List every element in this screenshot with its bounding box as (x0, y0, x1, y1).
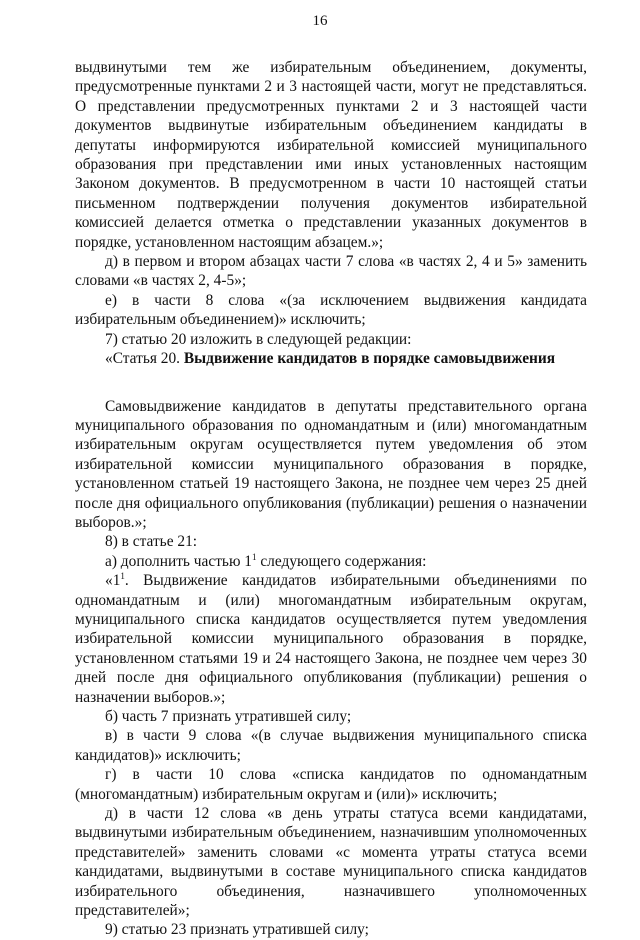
paragraph-item-e: е) в части 8 слова «(за исключением выдвижения кандидата избирательным объединением)» исключить; (75, 291, 587, 329)
part-1-1-superscript: 1 (120, 571, 125, 582)
paragraph-continuation: выдвинутыми тем же избирательным объединением, документы, предусмотренные пунктами 2 и 3 настоящей части, могут не представляться. О представлении предусмотренных пунктами 2 и 3 настоящей части документов выдвинутые избирательным объединением кандидаты в депутаты информируются избирательной комиссией муниципального образования при представлении ими иных установленных настоящим Законом документов. В предусмотренном в части 10 настоящей статьи письменном подтверждении получения документов избирательной комиссией делается отметка о представлении указанных документов в порядке, установленном настоящим абзацем.»; (75, 59, 587, 251)
part-1-1-text: . Выдвижение кандидатов избирательными объединениями по одномандатным и (или) многомандатным избирательным округам, муниципального списка кандидатов осуществляется путем уведомления избирательной комиссии муниципального образования в порядке, установленном статьями 19 и 24 настоящего Закона, не позднее чем через 30 дней после дня официального опубликования (публикации) решения о назначении выборов.»; (75, 572, 587, 706)
paragraph-item-7: 7) статью 20 изложить в следующей редакции: (105, 330, 412, 348)
paragraph-item-a (75, 552, 587, 571)
paragraph-item-v: в) в части 9 слова «(в случае выдвижения муниципального списка кандидатов)» исключить; (75, 727, 587, 764)
spacer (75, 369, 587, 397)
item-a-text: а) дополнить частью 1 (105, 552, 252, 570)
article-20-prefix: «Статья 20. (105, 350, 184, 368)
article-20-title: Выдвижение кандидатов в порядке самовыдвижения (183, 350, 556, 368)
item-a-text-after: следующего содержания: (256, 552, 427, 570)
paragraph-item-d: д) в первом и втором абзацах части 7 слова «в частях 2, 4 и 5» заменить словами «в частях 2, 4-5»; (75, 253, 587, 290)
page-number: 16 (312, 13, 328, 29)
paragraph-item-9: 9) статью 23 признать утратившей силу; (105, 921, 369, 939)
document-body (75, 58, 587, 940)
part-1-1-number: «1 (105, 572, 121, 590)
paragraph-part-1-1 (75, 571, 587, 707)
paragraph-item-d2: д) в части 12 слова «в день утраты статуса всеми кандидатами, выдвинутыми избирательным объединением, назначившим уполномоченных представителей» заменить словами «с момента утраты статуса всеми кандидатами, выдвинутыми в составе муниципального списка кандидатов избирательного объединения, назначившего уполномоченных представителей»; (75, 805, 587, 920)
paragraph-self-nomination: Самовыдвижение кандидатов в депутаты представительного органа муниципального образования по одномандатным и (или) многомандатным избирательным округам осуществляется путем уведомления об этом избирательной комиссии муниципального образования в порядке, установленном статьей 19 настоящего Закона, не позднее чем через 25 дней после дня официального опубликования (публикации) решения о назначении выборов.»; (75, 397, 587, 531)
item-a-superscript: 1 (252, 551, 257, 562)
paragraph-item-8: 8) в статье 21: (105, 533, 198, 551)
article-20-heading (75, 349, 587, 368)
paragraph-item-b: б) часть 7 признать утратившей силу; (105, 708, 352, 725)
paragraph-item-g: г) в части 10 слова «списка кандидатов по одномандатным (многомандатным) избирательным округам и (или)» исключить; (75, 766, 587, 803)
